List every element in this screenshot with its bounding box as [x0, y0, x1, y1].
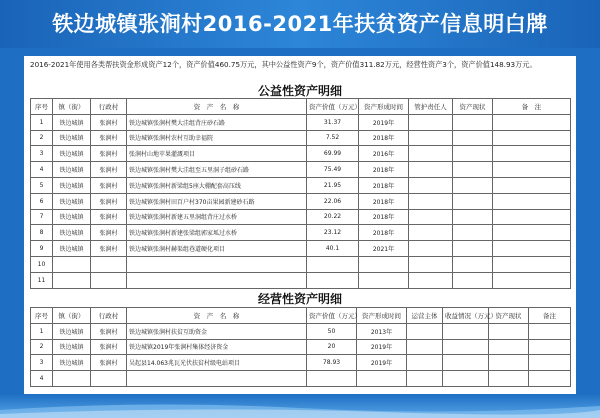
header-cell: 镇（街）: [53, 308, 91, 324]
cell: 2018年: [359, 177, 409, 193]
cell: 2018年: [359, 193, 409, 209]
cell: 铁边城镇张涧村赫渠组巷道硬化项目: [127, 241, 307, 257]
header-cell: 行政村: [91, 99, 127, 115]
cell: 78.93: [307, 355, 357, 371]
cell: 75.49: [307, 162, 359, 178]
cell: 铁边城镇: [53, 162, 91, 178]
cell: 张涧村: [91, 162, 127, 178]
header-cell: 管护责任人: [409, 99, 453, 115]
cell: 铁边城镇: [53, 323, 91, 339]
cell: [53, 272, 91, 288]
cell: 张涧村: [91, 146, 127, 162]
cell: [407, 371, 443, 387]
table-row: [31, 371, 571, 387]
cell: 50: [307, 323, 357, 339]
cell: 4: [31, 371, 53, 387]
cell: 张涧村: [91, 209, 127, 225]
cell: [453, 241, 493, 257]
cell: [453, 272, 493, 288]
table-row: [31, 256, 571, 272]
cell: 张涧村: [91, 323, 127, 339]
cell: 张涧村: [91, 193, 127, 209]
cell: 铁边城镇: [53, 130, 91, 146]
cell: 2019年: [357, 339, 407, 355]
cell: 铁边城镇张涧村新建五里洞组背庄过水桥: [127, 209, 307, 225]
cell: [453, 177, 493, 193]
cell: [409, 193, 453, 209]
cell: [127, 272, 307, 288]
cell: 1: [31, 323, 53, 339]
cell: 张涧村: [91, 355, 127, 371]
cell: 铁边城镇张涧村樊大洼组背庄砂石路: [127, 114, 307, 130]
cell: [409, 146, 453, 162]
cell: [529, 371, 571, 387]
cell: [127, 371, 307, 387]
header-cell: 镇（街）: [53, 99, 91, 115]
cell: 张涧村: [91, 339, 127, 355]
cell: 张涧村: [91, 177, 127, 193]
cell: [453, 146, 493, 162]
table-row: [31, 114, 571, 130]
cell: 张涧村: [91, 241, 127, 257]
cell: 铁边城镇张涧村新梁组5座大棚配套高压线: [127, 177, 307, 193]
header-cell: 运营主体: [407, 308, 443, 324]
cell: [453, 225, 493, 241]
public-table-header: [31, 99, 571, 115]
cell: 铁边城镇: [53, 209, 91, 225]
public-assets-table: [30, 98, 571, 289]
cell: [529, 323, 571, 339]
cell: 张涧村: [91, 225, 127, 241]
table-row: [31, 225, 571, 241]
cell: 31.37: [307, 114, 359, 130]
cell: 23.12: [307, 225, 359, 241]
cell: 4: [31, 162, 53, 178]
cell: 20.22: [307, 209, 359, 225]
header-cell: 序号: [31, 99, 53, 115]
cell: 2013年: [357, 323, 407, 339]
cell: [307, 371, 357, 387]
cell: 2018年: [359, 209, 409, 225]
cell: 铁边城镇张涧村樊大洼组至五里洞子组砂石路: [127, 162, 307, 178]
header-cell: 序号: [31, 308, 53, 324]
header-cell: 收益情况（万元）: [443, 308, 489, 324]
cell: 铁边城镇: [53, 241, 91, 257]
cell: [307, 256, 359, 272]
cell: [91, 256, 127, 272]
cell: [529, 339, 571, 355]
cell: [53, 371, 91, 387]
cell: [359, 272, 409, 288]
header-cell: 资产价值（万元）: [307, 308, 357, 324]
cell: 铁边城镇张涧村新建张梁组郭家坬过水桥: [127, 225, 307, 241]
cell: 铁边城镇张涧村田百户村370亩果园新建砂石路: [127, 193, 307, 209]
table-row: [31, 209, 571, 225]
cell: [453, 130, 493, 146]
cell: 铁边城镇: [53, 193, 91, 209]
cell: 6: [31, 193, 53, 209]
business-section-title: 经营性资产明细: [257, 292, 342, 306]
table-row: [31, 162, 571, 178]
cell: [409, 272, 453, 288]
cell: 2018年: [359, 162, 409, 178]
cell: [453, 209, 493, 225]
cell: 3: [31, 146, 53, 162]
table-row: [31, 355, 571, 371]
cell: [493, 209, 571, 225]
cell: [489, 339, 529, 355]
cell: 22.06: [307, 193, 359, 209]
cell: 9: [31, 241, 53, 257]
cell: 11: [31, 272, 53, 288]
cell: [407, 355, 443, 371]
header-cell: 资产形成时间: [359, 99, 409, 115]
header-cell: 资产现状: [453, 99, 493, 115]
cell: 2019年: [357, 355, 407, 371]
cell: 2021年: [359, 241, 409, 257]
header-cell: 行政村: [91, 308, 127, 324]
cell: [443, 355, 489, 371]
cell: 3: [31, 355, 53, 371]
cell: 张涧村: [91, 130, 127, 146]
header-cell: 资产形成时间: [357, 308, 407, 324]
cell: [357, 371, 407, 387]
cell: 2019年: [359, 114, 409, 130]
cell: [493, 130, 571, 146]
cell: [409, 209, 453, 225]
cell: 2: [31, 339, 53, 355]
cell: [493, 256, 571, 272]
table-row: [31, 323, 571, 339]
cell: [443, 323, 489, 339]
cell: [91, 371, 127, 387]
table-row: [31, 130, 571, 146]
cell: [359, 256, 409, 272]
cell: [493, 241, 571, 257]
cell: 铁边城镇: [53, 177, 91, 193]
cell: [91, 272, 127, 288]
title-banner: [0, 0, 600, 48]
cell: 铁边城镇: [53, 114, 91, 130]
header-cell: 资产现状: [489, 308, 529, 324]
cell: [409, 114, 453, 130]
cell: 铁边城镇: [53, 355, 91, 371]
cell: 40.1: [307, 241, 359, 257]
cell: [409, 130, 453, 146]
cell: 8: [31, 225, 53, 241]
table-row: [31, 193, 571, 209]
cell: 铁边城镇张涧村扶贫互助资金: [127, 323, 307, 339]
info-board: [24, 56, 576, 394]
cell: 2018年: [359, 130, 409, 146]
cell: [493, 177, 571, 193]
cell: 20: [307, 339, 357, 355]
board-title: 铁边城镇张涧村2016-2021年扶贫资产信息明白牌: [52, 12, 548, 36]
cell: [407, 339, 443, 355]
cell: [409, 225, 453, 241]
cell: 1: [31, 114, 53, 130]
cell: [453, 256, 493, 272]
header-cell: 备注: [529, 308, 571, 324]
header-cell: 资 产 名 称: [127, 308, 307, 324]
cell: 张涧村: [91, 114, 127, 130]
cell: [443, 339, 489, 355]
cell: [443, 371, 489, 387]
cell: [489, 323, 529, 339]
header-cell: 资 产 名 称: [127, 99, 307, 115]
cell: [493, 193, 571, 209]
header-cell: 备 注: [493, 99, 571, 115]
table-row: [31, 146, 571, 162]
cell: [53, 256, 91, 272]
cell: 7: [31, 209, 53, 225]
table-row: [31, 177, 571, 193]
cell: [407, 323, 443, 339]
cell: 10: [31, 256, 53, 272]
cell: [409, 162, 453, 178]
cell: [453, 162, 493, 178]
cell: 5: [31, 177, 53, 193]
cell: [409, 241, 453, 257]
cell: 21.95: [307, 177, 359, 193]
table-row: [31, 241, 571, 257]
cell: 2: [31, 130, 53, 146]
cell: 69.99: [307, 146, 359, 162]
business-assets-table: [30, 307, 571, 387]
cell: 吴起县14.063兆瓦光伏扶贫村级电站项目: [127, 355, 307, 371]
cell: 铁边城镇张涧村农村互助幸福院: [127, 130, 307, 146]
cell: 铁边城镇: [53, 339, 91, 355]
cell: 7.52: [307, 130, 359, 146]
public-section-title: 公益性资产明细: [257, 84, 342, 98]
summary-text: 2016-2021年使用各类帮扶资金形成资产12个，资产价值460.75万元，其中公益性资产9个，资产价值311.82万元，经营性资产3个，资产价值148.93万元。: [30, 60, 537, 69]
cell: [489, 371, 529, 387]
table-row: [31, 339, 571, 355]
cell: [409, 256, 453, 272]
cell: 铁边城镇: [53, 146, 91, 162]
cell: 2018年: [359, 225, 409, 241]
business-table-header: [31, 308, 571, 324]
cell: [127, 256, 307, 272]
cell: [493, 146, 571, 162]
table-row: [31, 272, 571, 288]
cell: 2016年: [359, 146, 409, 162]
cell: [493, 162, 571, 178]
cell: [489, 355, 529, 371]
cell: [453, 193, 493, 209]
cell: [307, 272, 359, 288]
cell: [493, 225, 571, 241]
header-cell: 资产价值（万元）: [307, 99, 359, 115]
cell: [493, 114, 571, 130]
cell: [493, 272, 571, 288]
cell: 铁边城镇2019年张涧村集体经济资金: [127, 339, 307, 355]
cell: 铁边城镇: [53, 225, 91, 241]
wave-decoration: [0, 400, 600, 418]
cell: [453, 114, 493, 130]
cell: [409, 177, 453, 193]
cell: 张涧村山地苹果灌溉项目: [127, 146, 307, 162]
cell: [529, 355, 571, 371]
